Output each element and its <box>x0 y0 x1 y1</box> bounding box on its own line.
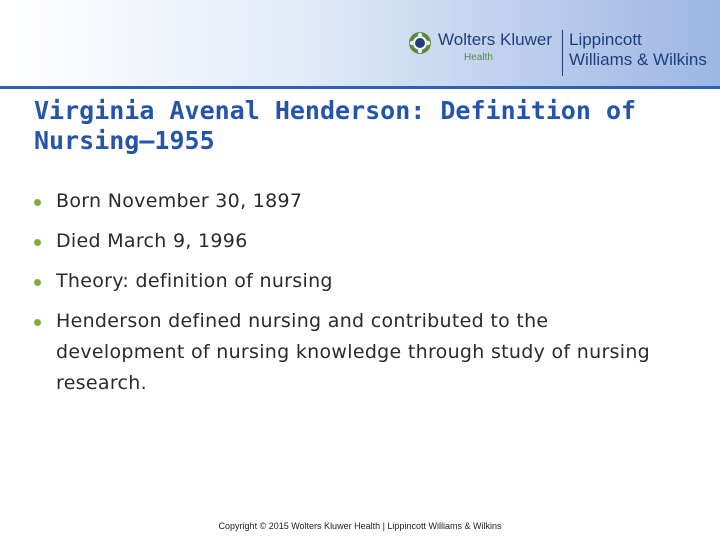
bullet-dot-icon <box>34 279 41 286</box>
bullet-text: Died March 9, 1996 <box>56 230 248 252</box>
brand-sub-text: Health <box>464 52 493 63</box>
title-rule <box>0 86 720 89</box>
bullet-item <box>34 226 674 257</box>
copyright-footer: Copyright © 2015 Wolters Kluwer Health | Lippincott Williams & Wilkins <box>218 521 502 531</box>
brand-wolters-kluwer <box>438 30 552 64</box>
slide-title: Virginia Avenal Henderson: Definition of Nursing—1955 <box>34 96 637 155</box>
bullet-item <box>34 186 674 217</box>
bullet-item <box>34 306 674 399</box>
bullet-item <box>34 266 674 297</box>
bullet-text: Theory: definition of nursing <box>56 270 333 292</box>
logo-divider <box>562 30 563 76</box>
bullet-text: Henderson defined nursing and contributed to the development of nursing knowledge through study of nursing research. <box>56 310 651 394</box>
bullet-text: Born November 30, 1897 <box>56 190 303 212</box>
brand-right-line1: Lippincott <box>569 30 642 49</box>
brand-right-line2: Williams & Wilkins <box>569 50 707 69</box>
globe-icon <box>408 31 432 55</box>
bullet-dot-icon <box>34 199 41 206</box>
brand-main-text: Wolters Kluwer <box>438 30 552 49</box>
bullet-list <box>34 186 674 408</box>
brand-lippincott <box>569 30 707 70</box>
bullet-dot-icon <box>34 239 41 246</box>
header-band <box>0 0 720 86</box>
publisher-logo <box>408 30 707 80</box>
bullet-dot-icon <box>34 319 41 326</box>
